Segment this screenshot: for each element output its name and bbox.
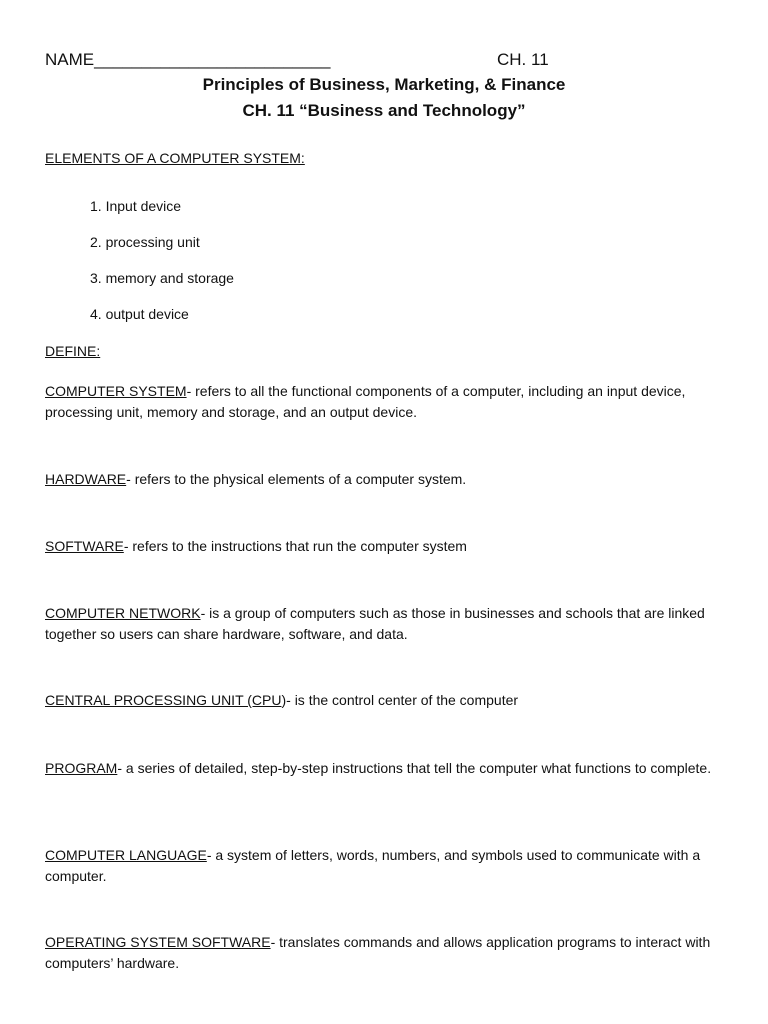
definition-cpu	[45, 690, 735, 711]
definition-text: - refers to the instructions that run the computer system	[123, 538, 467, 554]
name-field-label: NAME_________________________	[45, 50, 331, 69]
definition-term: HARDWARE	[45, 471, 127, 487]
definition-computer-network	[45, 603, 735, 644]
list-item: 4. output device	[90, 306, 189, 322]
define-heading: DEFINE:	[45, 343, 101, 359]
list-item: 2. processing unit	[90, 234, 200, 250]
definition-term: PROGRAM	[45, 760, 118, 776]
definition-text: - refers to the physical elements of a computer system.	[126, 471, 467, 487]
definition-term: OPERATING SYSTEM SOFTWARE	[45, 934, 271, 950]
definition-text: - translates commands and allows application programs to interact with computers’ hardware.	[45, 934, 711, 971]
definition-term: COMPUTER NETWORK	[45, 605, 201, 621]
definition-term: COMPUTER LANGUAGE	[45, 847, 207, 863]
definition-term: CENTRAL PROCESSING UNIT (CPU	[45, 692, 282, 708]
definition-program	[45, 758, 735, 779]
page-title: Principles of Business, Marketing, & Finance	[202, 75, 566, 94]
definition-software	[45, 536, 735, 557]
definition-hardware	[45, 469, 735, 490]
definition-term: COMPUTER SYSTEM	[45, 383, 187, 399]
page-subtitle: CH. 11 “Business and Technology”	[242, 101, 526, 120]
elements-heading: ELEMENTS OF A COMPUTER SYSTEM:	[45, 150, 305, 166]
definition-text: - refers to all the functional components of a computer, including an input device, processing unit, memory and storage, and an output device.	[45, 383, 686, 420]
definition-text: - is a group of computers such as those in businesses and schools that are linked together so users can share hardware, software, and data.	[45, 605, 705, 642]
definition-text: - a system of letters, words, numbers, and symbols used to communicate with a computer.	[45, 847, 701, 884]
definition-term: SOFTWARE	[45, 538, 124, 554]
definition-text: - a series of detailed, step-by-step instructions that tell the computer what functions to complete.	[117, 760, 712, 776]
chapter-label: CH. 11	[497, 50, 549, 69]
definition-operating-system-software	[45, 932, 735, 973]
definition-text: )- is the control center of the computer	[281, 692, 519, 708]
definition-computer-system	[45, 381, 735, 422]
list-item: 3. memory and storage	[90, 270, 234, 286]
elements-list	[90, 197, 234, 341]
list-item: 1. Input device	[90, 198, 182, 214]
definition-computer-language	[45, 845, 735, 886]
